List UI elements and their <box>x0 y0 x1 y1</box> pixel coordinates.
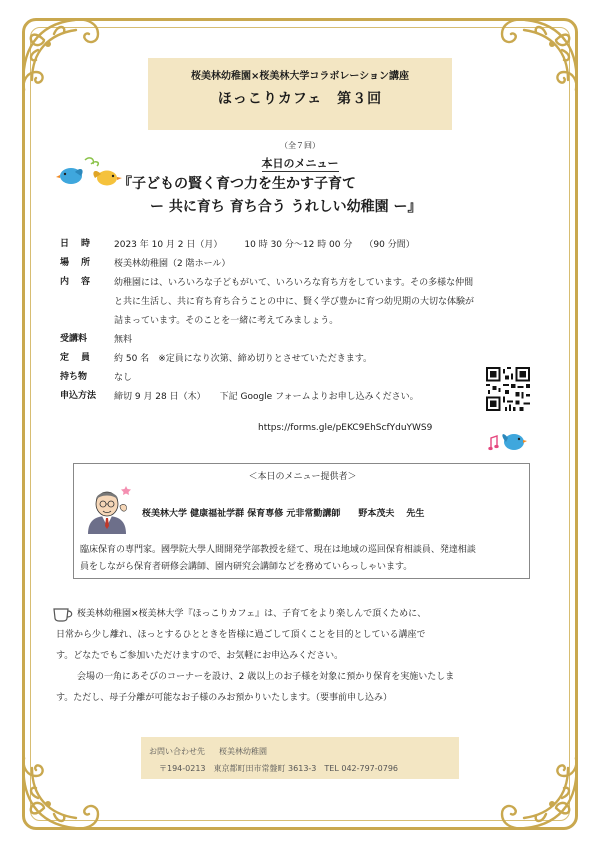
event-content <box>114 274 540 331</box>
contact-tel[interactable]: TEL 042-797-0796 <box>324 764 399 773</box>
provider-name: 野本茂夫 <box>358 509 395 519</box>
event-place: 桜美林幼稚園（2 階ホール） <box>114 259 231 269</box>
content-line: と共に生活し、共に育ち育ち合うことの中に、賢く学び豊かに育つ幼児期の大切な体験が <box>114 297 475 307</box>
detail-row-fee <box>60 331 540 350</box>
provider-description-line: 臨床保育の専門家。國學院大學人間開発学部教授を経て、現在は地域の巡回保育相談員、発達相談 <box>80 545 476 555</box>
main-title-line2: ー 共に育ち 育ち合う うれしい幼稚園 ー』 <box>150 199 422 215</box>
detail-label: 持ち物 <box>60 372 88 382</box>
event-fee: 無料 <box>114 335 133 345</box>
detail-label: 日時 <box>60 239 103 249</box>
event-duration: （90 分間） <box>364 240 415 250</box>
provider-description <box>80 542 525 576</box>
main-title-line1: 『子どもの賢く育つ力を生かす子育て <box>118 176 356 192</box>
contact-heading <box>149 746 267 757</box>
ornament-corner-icon <box>14 10 106 102</box>
provider-panel <box>73 463 530 579</box>
detail-label: 内容 <box>60 277 103 287</box>
ornament-corner-icon <box>14 746 106 838</box>
qr-code-icon[interactable] <box>486 367 530 411</box>
detail-row-apply <box>60 388 540 407</box>
detail-label: 定員 <box>60 353 103 363</box>
event-details <box>60 236 540 407</box>
ornament-corner-icon <box>494 746 586 838</box>
apply-form-link[interactable]: https://forms.gle/pEKC9EhScfYduYWS9 <box>258 423 433 433</box>
contact-postal: 〒194-0213 <box>159 764 206 773</box>
detail-label: 申込方法 <box>60 391 97 401</box>
detail-row-capacity <box>60 350 540 369</box>
description-line: す。どなたでもご参加いただけますので、お気軽にお申込みください。 <box>56 651 344 661</box>
event-capacity: 約 50 名 <box>114 354 150 364</box>
bird-icon <box>55 156 125 190</box>
apply-instruction: 下記 Google フォームよりお申し込みください。 <box>219 392 419 402</box>
contact-address: 東京都町田市常盤町 3613-3 <box>213 764 317 773</box>
description-line: 会場の一角にあそびのコーナーを設け、2 歳以上のお子様を対象に預かり保育を実施いたしま <box>77 672 455 682</box>
provider-heading: ＜本日のメニュー提供者＞ <box>248 472 357 482</box>
provider-name-line <box>142 506 424 519</box>
contact-label: お問い合わせ先 <box>149 747 205 756</box>
event-date: 2023 年 10 月 2 日（月） <box>114 240 223 250</box>
header-banner <box>148 58 452 130</box>
apply-deadline: 締切 9 月 28 日（木） <box>114 392 206 402</box>
event-time: 10 時 30 分～12 時 00 分 <box>244 240 353 250</box>
content-line: 幼稚園には、いろいろな子どもがいて、いろいろな育ち方をしています。その多様な仲間 <box>114 278 474 288</box>
contact-address-line <box>159 763 406 774</box>
detail-label: 場所 <box>60 258 103 268</box>
detail-row-place <box>60 255 540 274</box>
provider-affiliation: 桜美林大学 健康福祉学群 保育専修 元非常勤講師 <box>142 509 341 519</box>
cafe-description <box>56 604 538 709</box>
ornament-corner-icon <box>494 10 586 102</box>
provider-description-line: 員をしながら保育者研修会講師、園内研究会講師などを務めていらっしゃいます。 <box>80 562 413 572</box>
detail-row-belongings <box>60 369 540 388</box>
event-belongings: なし <box>114 373 133 383</box>
provider-honorific: 先生 <box>406 509 425 519</box>
header-title: ほっこりカフェ 第３回 <box>217 91 383 107</box>
music-note-icon <box>488 428 528 456</box>
menu-heading-label: 本日のメニュー <box>261 157 339 170</box>
session-count: （全７回） <box>280 141 320 150</box>
detail-row-content <box>60 274 540 331</box>
description-line: 日常から少し離れ、ほっとするひとときを皆様に過ごして頂くことを目的としている講座で <box>56 630 426 640</box>
header-subtitle: 桜美林幼稚園×桜美林大学コラボレーション講座 <box>191 71 409 82</box>
contact-panel <box>141 737 459 779</box>
description-line: す。ただし、母子分離が可能なお子様のみお預かりいたします。（要事前申し込み） <box>56 693 393 703</box>
description-line: 桜美林幼稚園×桜美林大学『ほっこりカフェ』は、子育てをより楽しんで頂くために、 <box>77 609 427 619</box>
detail-row-date <box>60 236 540 255</box>
content-line: 詰まっています。そのことを一緒に考えてみましょう。 <box>114 316 339 326</box>
contact-org: 桜美林幼稚園 <box>219 747 267 756</box>
capacity-note: ※定員になり次第、締め切りとさせていただきます。 <box>158 354 373 364</box>
detail-label: 受講料 <box>60 334 88 344</box>
speaker-portrait-icon <box>82 482 132 534</box>
